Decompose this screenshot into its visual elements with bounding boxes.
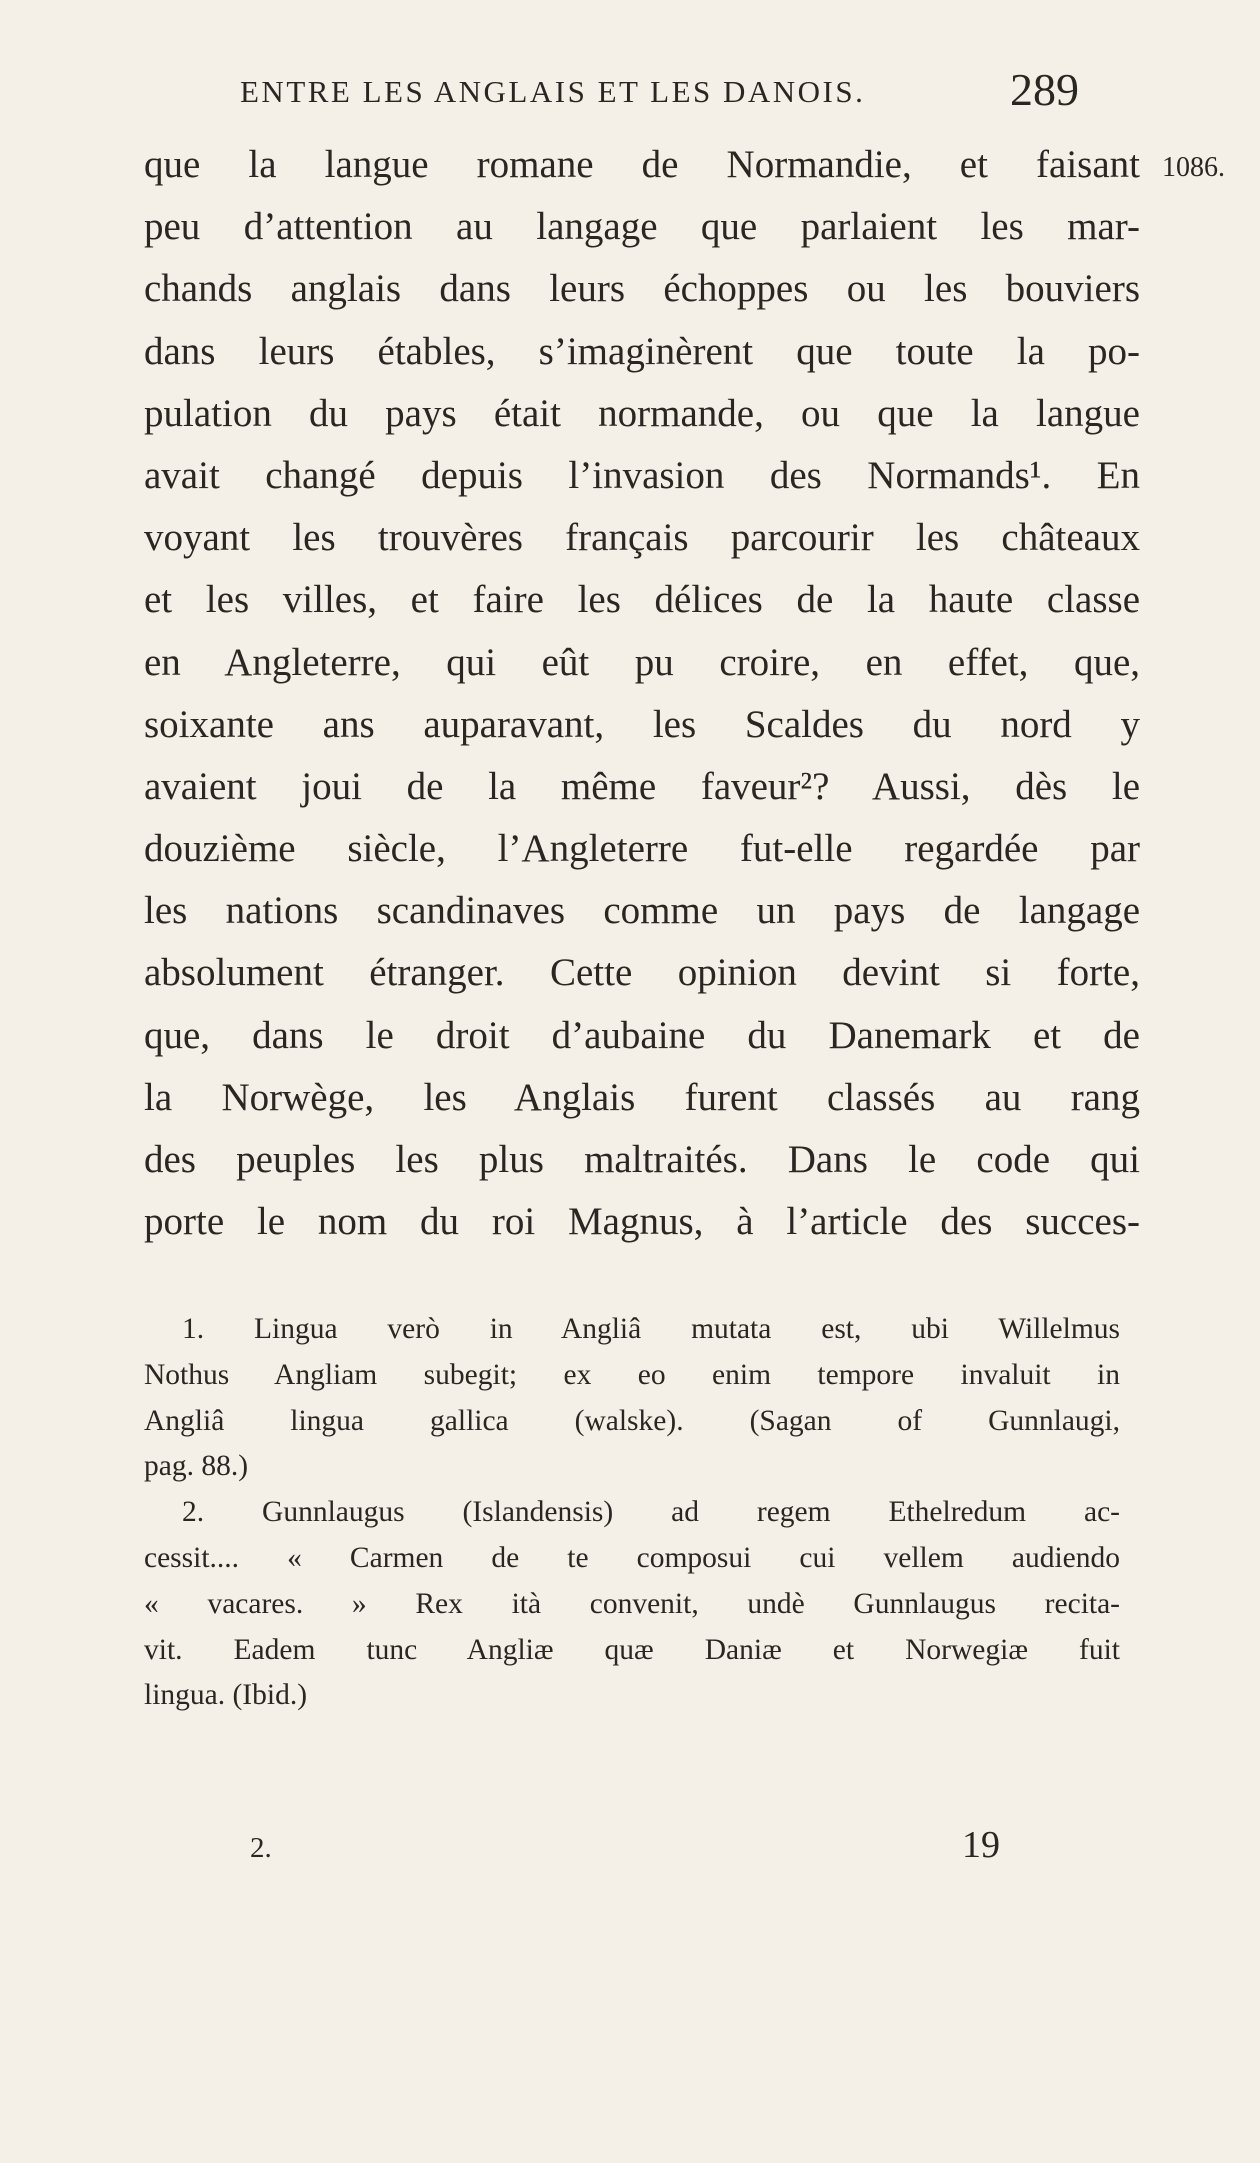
signature-mark: 2. bbox=[250, 1832, 272, 1864]
footnote-1-line: Nothus Angliam subegit; ex eo enim tempore invaluit in bbox=[144, 1358, 1120, 1391]
footnotes-block bbox=[144, 1307, 1120, 1719]
footnote-1-line: pag. 88.) bbox=[144, 1450, 249, 1483]
text-line: dans leurs étables, s’imaginèrent que toute la po- bbox=[144, 329, 1140, 373]
running-head: ENTRE LES ANGLAIS ET LES DANOIS. bbox=[240, 74, 866, 109]
text-line: des peuples les plus maltraités. Dans le code qui bbox=[144, 1138, 1140, 1181]
text-line: et les villes, et faire les délices de la haute classe bbox=[144, 578, 1140, 622]
main-text-block bbox=[144, 134, 1140, 1253]
text-line: porte le nom du roi Magnus, à l’article des succes- bbox=[144, 1200, 1140, 1244]
text-line: avait changé depuis l’invasion des Normands¹. En bbox=[144, 453, 1140, 497]
footnote-2-line: cessit.... « Carmen de te composui cui vellem audiendo bbox=[144, 1541, 1120, 1574]
footnote-1-line: Angliâ lingua gallica (walske). (Sagan of Gunnlaugi, bbox=[144, 1404, 1120, 1437]
text-line: pulation du pays était normande, ou que la langue bbox=[144, 391, 1140, 435]
text-line: avaient joui de la même faveur²? Aussi, dès le bbox=[144, 764, 1140, 808]
text-line: douzième siècle, l’Angleterre fut-elle regardée par bbox=[144, 827, 1140, 871]
text-line: chands anglais dans leurs échoppes ou les bouviers bbox=[144, 267, 1140, 311]
margin-year-note: 1086. bbox=[1162, 152, 1225, 183]
footnote-1-line: 1. Lingua verò in Angliâ mutata est, ubi Willelmus bbox=[182, 1313, 1120, 1345]
footnote-2-line: « vacares. » Rex ità convenit, undè Gunnlaugus recita- bbox=[144, 1587, 1120, 1620]
footnote-2-line: lingua. (Ibid.) bbox=[144, 1679, 308, 1712]
text-line: en Angleterre, qui eût pu croire, en effet, que, bbox=[144, 640, 1140, 684]
text-line: absolument étranger. Cette opinion devint si forte, bbox=[144, 951, 1140, 995]
footnote-2-line: 2. Gunnlaugus (Islandensis) ad regem Ethelredum ac- bbox=[182, 1496, 1120, 1529]
text-line: la Norwège, les Anglais furent classés au rang bbox=[144, 1075, 1140, 1119]
text-line: que, dans le droit d’aubaine du Danemark et de bbox=[144, 1013, 1140, 1057]
text-line: peu d’attention au langage que parlaient les mar- bbox=[144, 205, 1140, 249]
text-line: que la langue romane de Normandie, et faisant bbox=[144, 143, 1140, 186]
text-line: les nations scandinaves comme un pays de langage bbox=[144, 889, 1140, 933]
page-number: 289 bbox=[1010, 64, 1079, 115]
signature-number: 19 bbox=[962, 1824, 1000, 1866]
text-line: soixante ans auparavant, les Scaldes du nord y bbox=[144, 702, 1140, 746]
text-line: voyant les trouvères français parcourir les châteaux bbox=[144, 516, 1140, 560]
footnote-2-line: vit. Eadem tunc Angliæ quæ Daniæ et Norwegiæ fuit bbox=[144, 1633, 1120, 1666]
